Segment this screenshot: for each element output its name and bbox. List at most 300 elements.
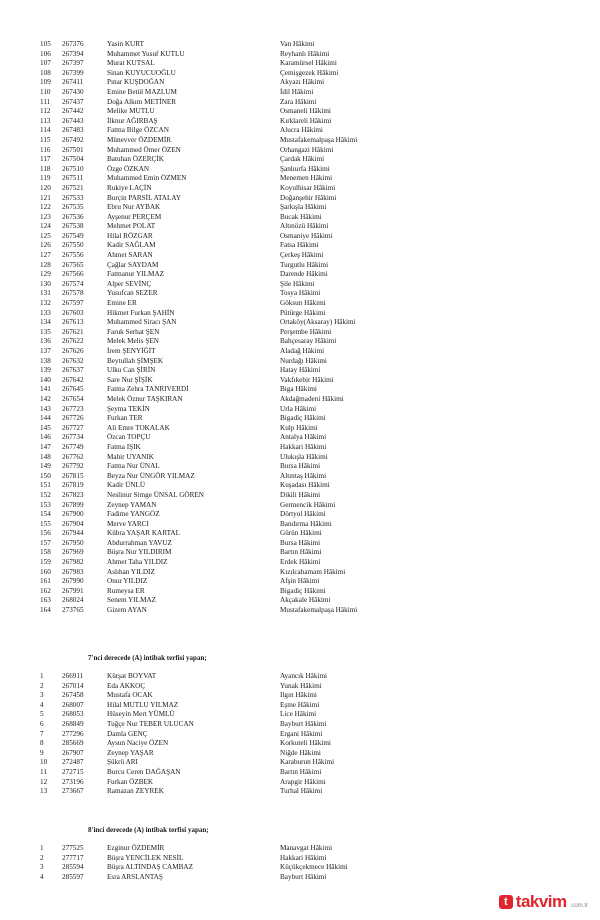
table-row bbox=[0, 405, 600, 415]
judge-name: Ahmet Taha YILDIZ bbox=[107, 558, 168, 567]
row-number: 158 bbox=[40, 548, 51, 557]
court-assignment: Darende Hâkimi bbox=[280, 270, 328, 279]
table-row bbox=[0, 385, 600, 395]
judge-name: Senem YILMAZ bbox=[107, 596, 157, 605]
table-row bbox=[0, 768, 600, 778]
table-row bbox=[0, 672, 600, 682]
row-number: 1 bbox=[40, 844, 44, 852]
court-assignment: Kuşadası Hâkimi bbox=[280, 481, 330, 490]
court-assignment: Koyulhisar Hâkimi bbox=[280, 183, 336, 192]
row-number: 2 bbox=[40, 681, 44, 690]
row-number: 141 bbox=[40, 385, 51, 394]
court-assignment: Çardak Hâkimi bbox=[280, 155, 325, 164]
row-number: 109 bbox=[40, 78, 51, 87]
registry-number: 272487 bbox=[62, 758, 84, 767]
row-number: 144 bbox=[40, 414, 51, 423]
registry-number: 267565 bbox=[62, 260, 84, 269]
court-assignment: Reyhanlı Hâkimi bbox=[280, 49, 330, 58]
row-number: 113 bbox=[40, 116, 51, 125]
court-assignment: Niğde Hâkimi bbox=[280, 748, 321, 757]
judge-name: Muhammed Ömer ÖZEN bbox=[107, 145, 181, 154]
table-row bbox=[0, 270, 600, 280]
row-number: 125 bbox=[40, 231, 51, 240]
table-row bbox=[0, 261, 600, 271]
judge-name: Özge ÖZKAN bbox=[107, 164, 150, 173]
table-row bbox=[0, 337, 600, 347]
table-row bbox=[0, 117, 600, 127]
registry-number: 267504 bbox=[62, 155, 84, 164]
court-assignment: Bucak Hâkimi bbox=[280, 212, 322, 221]
table-row bbox=[0, 50, 600, 60]
row-number: 9 bbox=[40, 748, 44, 757]
row-number: 110 bbox=[40, 87, 51, 96]
table-row bbox=[0, 758, 600, 768]
court-assignment: Bayburt Hâkimi bbox=[280, 872, 327, 881]
judge-name: Şeyma TEKİN bbox=[107, 404, 150, 413]
registry-number: 267430 bbox=[62, 87, 84, 96]
judge-name: Furkan TER bbox=[107, 414, 143, 423]
court-assignment: Bayburt Hâkimi bbox=[280, 719, 327, 728]
row-number: 140 bbox=[40, 375, 51, 384]
court-assignment: Hakkari Hâkimi bbox=[280, 853, 327, 862]
judge-name: Melek Öznur TAŞKIRAN bbox=[107, 394, 183, 403]
row-number: 137 bbox=[40, 347, 51, 355]
registry-number: 267645 bbox=[62, 385, 84, 394]
row-number: 108 bbox=[40, 68, 51, 77]
registry-number: 285597 bbox=[62, 872, 84, 881]
table-row bbox=[0, 299, 600, 309]
row-number: 159 bbox=[40, 558, 51, 567]
court-assignment: Küçükçekmece Hâkimi bbox=[280, 863, 348, 872]
judge-name: Melek Melis ŞEN bbox=[107, 337, 159, 346]
judge-name: Fatma Zehra TANRIVERDİ bbox=[107, 385, 189, 394]
table-row bbox=[0, 539, 600, 549]
court-assignment: Afşin Hâkimi bbox=[280, 577, 320, 586]
table-row bbox=[0, 778, 600, 788]
registry-number: 267535 bbox=[62, 203, 84, 212]
court-assignment: Doğanşehir Hâkimi bbox=[280, 193, 337, 202]
row-number: 119 bbox=[40, 174, 51, 183]
judge-name: Merve YARCI bbox=[107, 519, 149, 528]
court-assignment: Erdek Hâkimi bbox=[280, 558, 321, 567]
judge-name: Beytullah ŞİMŞEK bbox=[107, 356, 164, 365]
table-row bbox=[0, 347, 600, 357]
registry-number: 268007 bbox=[62, 700, 84, 709]
judge-name: Münevver ÖZDEMİR bbox=[107, 135, 172, 144]
judge-name: Hüseyin Mert YÜMLÜ bbox=[107, 710, 175, 719]
table-row bbox=[0, 577, 600, 587]
judge-name: Esra ARSLANTAŞ bbox=[107, 872, 163, 881]
registry-number: 267437 bbox=[62, 97, 84, 106]
row-number: 128 bbox=[40, 260, 51, 269]
table-row bbox=[0, 587, 600, 597]
registry-number: 267549 bbox=[62, 231, 84, 240]
row-number: 152 bbox=[40, 490, 51, 499]
table-row bbox=[0, 568, 600, 578]
court-assignment: Çerkeş Hâkimi bbox=[280, 251, 324, 260]
court-assignment: Altınözü Hâkimi bbox=[280, 222, 329, 231]
row-number: 111 bbox=[40, 97, 51, 106]
court-assignment: Şanlıurfa Hâkimi bbox=[280, 164, 330, 173]
row-number: 123 bbox=[40, 212, 51, 221]
registry-number: 267642 bbox=[62, 375, 84, 384]
registry-number: 267991 bbox=[62, 586, 84, 595]
judge-name: Pınar KUŞDOĞAN bbox=[107, 78, 165, 87]
judge-name: Kübra YAŞAR KARTAL bbox=[107, 529, 180, 538]
registry-number: 267900 bbox=[62, 510, 84, 519]
registry-number: 267556 bbox=[62, 251, 84, 260]
court-assignment: Ergani Hâkimi bbox=[280, 729, 323, 738]
table-row bbox=[0, 78, 600, 88]
row-number: 3 bbox=[40, 863, 44, 872]
table-row bbox=[0, 376, 600, 386]
court-assignment: Kulp Hâkimi bbox=[280, 423, 318, 432]
court-assignment: Perşembe Hâkimi bbox=[280, 327, 332, 336]
judge-name: Fadime YANGÖZ bbox=[107, 510, 160, 519]
registry-number: 267792 bbox=[62, 462, 84, 471]
registry-number: 267899 bbox=[62, 500, 84, 509]
row-number: 106 bbox=[40, 49, 51, 58]
judge-name: Murat KUTSAL bbox=[107, 59, 155, 68]
judge-name: Büşra ALTINDAŞ CAMBAZ bbox=[107, 863, 193, 872]
registry-number: 273667 bbox=[62, 787, 84, 796]
court-assignment: Tosya Hâkimi bbox=[280, 289, 321, 298]
row-number: 131 bbox=[40, 289, 51, 298]
judge-name: İrem ŞENYİĞİT bbox=[107, 347, 156, 355]
judge-name: Burcu Ceren DAĞAŞAN bbox=[107, 767, 181, 776]
row-number: 162 bbox=[40, 586, 51, 595]
registry-number: 267411 bbox=[62, 78, 84, 87]
registry-number: 267397 bbox=[62, 59, 84, 68]
row-number: 148 bbox=[40, 452, 51, 461]
row-number: 130 bbox=[40, 279, 51, 288]
table-row bbox=[0, 165, 600, 175]
court-assignment: Mustafakemalpaşa Hâkimi bbox=[280, 135, 358, 144]
judge-name: Alper SEVİNÇ bbox=[107, 279, 152, 288]
registry-number: 268053 bbox=[62, 710, 84, 719]
judge-name: Büşra Nur YILDIRIM bbox=[107, 548, 172, 557]
court-assignment: Yunak Hâkimi bbox=[280, 681, 322, 690]
judge-name: Fatma IŞIK bbox=[107, 442, 141, 451]
row-number: 10 bbox=[40, 758, 48, 767]
court-assignment: Akyazı Hâkimi bbox=[280, 78, 325, 87]
table-row bbox=[0, 40, 600, 50]
court-assignment: Turgutlu Hâkimi bbox=[280, 260, 329, 269]
court-assignment: Aladağ Hâkimi bbox=[280, 347, 325, 355]
judge-name: Mustafa OCAK bbox=[107, 691, 153, 700]
registry-number: 267566 bbox=[62, 270, 84, 279]
court-assignment: Kırklareli Hâkimi bbox=[280, 116, 332, 125]
judge-name: Melike MUTLU bbox=[107, 107, 155, 116]
court-assignment: Bahçesaray Hâkimi bbox=[280, 337, 337, 346]
registry-number: 285669 bbox=[62, 739, 84, 748]
table-row bbox=[0, 88, 600, 98]
registry-number: 267536 bbox=[62, 212, 84, 221]
registry-number: 273765 bbox=[62, 606, 84, 615]
row-number: 126 bbox=[40, 241, 51, 250]
row-number: 4 bbox=[40, 700, 44, 709]
judge-name: Fatma Nur ÜNAL bbox=[107, 462, 160, 471]
judge-name: Muhammed Emin ÖZMEN bbox=[107, 174, 187, 183]
registry-number: 267907 bbox=[62, 748, 84, 757]
judge-name: Fatma Bilge ÖZCAN bbox=[107, 126, 169, 135]
row-number: 8 bbox=[40, 739, 44, 748]
registry-number: 267442 bbox=[62, 107, 84, 116]
registry-number: 267492 bbox=[62, 135, 84, 144]
judge-name: Hikmet Furkan ŞAHİN bbox=[107, 308, 175, 317]
section-title-8th-degree: 8'inci derecede (A) intibak terfisi yapan; bbox=[88, 826, 209, 834]
takvim-domain-text: .com.tr bbox=[569, 903, 588, 909]
judge-name: Sinan KUYUCUOĞLU bbox=[107, 68, 176, 77]
registry-number: 267574 bbox=[62, 279, 84, 288]
takvim-watermark bbox=[499, 892, 588, 912]
court-assignment: Menemen Hâkimi bbox=[280, 174, 333, 183]
court-assignment: Göksun Hâkimi bbox=[280, 299, 326, 308]
registry-number: 267458 bbox=[62, 691, 84, 700]
court-assignment: Van Hâkimi bbox=[280, 40, 315, 48]
table-row bbox=[0, 710, 600, 720]
table-row bbox=[0, 107, 600, 117]
registry-number: 267950 bbox=[62, 538, 84, 547]
row-number: 116 bbox=[40, 145, 51, 154]
row-number: 124 bbox=[40, 222, 51, 231]
table-row bbox=[0, 222, 600, 232]
judge-name: Mahir UYANIK bbox=[107, 452, 154, 461]
court-assignment: Antalya Hâkimi bbox=[280, 433, 327, 442]
table-row bbox=[0, 520, 600, 530]
registry-number: 277717 bbox=[62, 853, 84, 862]
registry-number: 267749 bbox=[62, 442, 84, 451]
row-number: 127 bbox=[40, 251, 51, 260]
registry-number: 267823 bbox=[62, 490, 84, 499]
court-assignment: Mustafakemalpaşa Hâkimi bbox=[280, 606, 358, 615]
judge-name: Zeynep YAŞAR bbox=[107, 748, 154, 757]
court-assignment: Alucra Hâkimi bbox=[280, 126, 323, 135]
judge-name: Burçin PARSİL ATALAY bbox=[107, 193, 182, 202]
court-assignment: Urla Hâkimi bbox=[280, 404, 317, 413]
court-assignment: Hatay Hâkimi bbox=[280, 366, 321, 375]
registry-number: 267399 bbox=[62, 68, 84, 77]
row-number: 6 bbox=[40, 719, 44, 728]
table-row bbox=[0, 280, 600, 290]
table-row bbox=[0, 289, 600, 299]
judge-name: Kadir SAĞLAM bbox=[107, 241, 156, 250]
court-assignment: Ulukışla Hâkimi bbox=[280, 452, 328, 461]
registry-number: 267637 bbox=[62, 366, 84, 375]
judge-name: Ezginur ÖZDEMİR bbox=[107, 844, 165, 852]
court-assignment: Bursa Hâkimi bbox=[280, 538, 321, 547]
appointment-list-7th-degree bbox=[0, 672, 600, 797]
registry-number: 277525 bbox=[62, 844, 84, 852]
row-number: 156 bbox=[40, 529, 51, 538]
table-row bbox=[0, 232, 600, 242]
table-row bbox=[0, 854, 600, 864]
court-assignment: Çemişgezek Hâkimi bbox=[280, 68, 339, 77]
row-number: 2 bbox=[40, 853, 44, 862]
table-row bbox=[0, 548, 600, 558]
court-assignment: Kızılcahamam Hâkimi bbox=[280, 567, 346, 576]
judge-name: Rumeysa ER bbox=[107, 586, 145, 595]
table-row bbox=[0, 136, 600, 146]
row-number: 114 bbox=[40, 126, 51, 135]
row-number: 115 bbox=[40, 135, 51, 144]
row-number: 149 bbox=[40, 462, 51, 471]
judge-name: Aysun Naciye ÖZEN bbox=[107, 739, 169, 748]
table-row bbox=[0, 510, 600, 520]
judge-name: Fatmanur YILMAZ bbox=[107, 270, 165, 279]
table-row bbox=[0, 203, 600, 213]
appointment-list-8th-degree bbox=[0, 844, 600, 882]
court-assignment: Bigadiç Hâkimi bbox=[280, 586, 326, 595]
court-assignment: Eşme Hâkimi bbox=[280, 700, 320, 709]
judge-name: Ahmet SARAN bbox=[107, 251, 153, 260]
judge-name: Emine ER bbox=[107, 299, 137, 308]
judge-name: Özcan TOPÇU bbox=[107, 433, 151, 442]
row-number: 13 bbox=[40, 787, 48, 796]
registry-number: 268024 bbox=[62, 596, 84, 605]
registry-number: 273196 bbox=[62, 777, 84, 786]
table-row bbox=[0, 739, 600, 749]
court-assignment: Nurdağı Hâkimi bbox=[280, 356, 327, 365]
registry-number: 267613 bbox=[62, 318, 84, 327]
judge-name: Abdurrahman YAVUZ bbox=[107, 538, 172, 547]
table-row bbox=[0, 787, 600, 797]
judge-name: Damla GENÇ bbox=[107, 729, 148, 738]
court-assignment: Zara Hâkimi bbox=[280, 97, 317, 106]
judge-name: Ulku Can ŞİRİN bbox=[107, 366, 156, 375]
court-assignment: Arapgir Hâkimi bbox=[280, 777, 326, 786]
row-number: 121 bbox=[40, 193, 51, 202]
court-assignment: Pütürge Hâkimi bbox=[280, 308, 326, 317]
takvim-brand-text: takvim bbox=[515, 892, 567, 911]
row-number: 160 bbox=[40, 567, 51, 576]
judge-name: Mehmet POLAT bbox=[107, 222, 156, 231]
judge-name: Sare Nur ŞİŞİK bbox=[107, 375, 153, 384]
court-assignment: Manavgat Hâkimi bbox=[280, 844, 333, 852]
judge-name: Doğa Alkım METİNER bbox=[107, 97, 177, 106]
table-row bbox=[0, 194, 600, 204]
registry-number: 267969 bbox=[62, 548, 84, 557]
table-row bbox=[0, 251, 600, 261]
registry-number: 267983 bbox=[62, 567, 84, 576]
registry-number: 267483 bbox=[62, 126, 84, 135]
table-row bbox=[0, 184, 600, 194]
row-number: 1 bbox=[40, 672, 44, 680]
judge-name: Ramazan ZEYREK bbox=[107, 787, 164, 796]
table-row bbox=[0, 69, 600, 79]
court-assignment: Hakkari Hâkimi bbox=[280, 442, 327, 451]
row-number: 12 bbox=[40, 777, 48, 786]
judge-name: Ali Emre TOKALAK bbox=[107, 423, 170, 432]
row-number: 133 bbox=[40, 308, 51, 317]
court-assignment: Bartın Hâkimi bbox=[280, 548, 322, 557]
registry-number: 267510 bbox=[62, 164, 84, 173]
registry-number: 285594 bbox=[62, 863, 84, 872]
row-number: 117 bbox=[40, 155, 51, 164]
registry-number: 272715 bbox=[62, 767, 84, 776]
row-number: 122 bbox=[40, 203, 51, 212]
judge-name: Şükrü ARI bbox=[107, 758, 138, 767]
judge-name: Gizem AYAN bbox=[107, 606, 147, 615]
table-row bbox=[0, 366, 600, 376]
court-assignment: Altıntaş Hâkimi bbox=[280, 471, 327, 480]
row-number: 139 bbox=[40, 366, 51, 375]
judge-name: Kadir ÜNLÜ bbox=[107, 481, 146, 490]
row-number: 4 bbox=[40, 872, 44, 881]
table-row bbox=[0, 873, 600, 883]
court-assignment: Şarkışla Hâkimi bbox=[280, 203, 327, 212]
court-assignment: Turhal Hâkimi bbox=[280, 787, 323, 796]
registry-number: 267014 bbox=[62, 681, 84, 690]
appointment-list-main bbox=[0, 40, 600, 616]
row-number: 157 bbox=[40, 538, 51, 547]
table-row bbox=[0, 529, 600, 539]
row-number: 145 bbox=[40, 423, 51, 432]
table-row bbox=[0, 863, 600, 873]
table-row bbox=[0, 98, 600, 108]
table-row bbox=[0, 730, 600, 740]
judge-name: Büşra YENCİLEK NESİL bbox=[107, 853, 184, 862]
row-number: 118 bbox=[40, 164, 51, 173]
registry-number: 267622 bbox=[62, 337, 84, 346]
registry-number: 267944 bbox=[62, 529, 84, 538]
row-number: 142 bbox=[40, 394, 51, 403]
judge-name: Onur YILDIZ bbox=[107, 577, 148, 586]
row-number: 150 bbox=[40, 471, 51, 480]
judge-name: Neslinur Simge ÜNSAL GÖREN bbox=[107, 490, 204, 499]
court-assignment: Osmaneli Hâkimi bbox=[280, 107, 331, 116]
registry-number: 267723 bbox=[62, 404, 84, 413]
judge-name: Yusufcan SEZER bbox=[107, 289, 158, 298]
table-row bbox=[0, 472, 600, 482]
court-assignment: Ilgın Hâkimi bbox=[280, 691, 317, 700]
table-row bbox=[0, 318, 600, 328]
judge-name: Hilal MUTLU YILMAZ bbox=[107, 700, 179, 709]
table-row bbox=[0, 844, 600, 854]
table-row bbox=[0, 691, 600, 701]
court-assignment: Orhangazi Hâkimi bbox=[280, 145, 334, 154]
takvim-logo-icon: t bbox=[499, 895, 513, 909]
registry-number: 266911 bbox=[62, 672, 84, 680]
row-number: 146 bbox=[40, 433, 51, 442]
registry-number: 267443 bbox=[62, 116, 84, 125]
table-row bbox=[0, 357, 600, 367]
table-row bbox=[0, 155, 600, 165]
court-assignment: Fatsa Hâkimi bbox=[280, 241, 319, 250]
court-assignment: İdil Hâkimi bbox=[280, 87, 314, 96]
registry-number: 267521 bbox=[62, 183, 84, 192]
row-number: 138 bbox=[40, 356, 51, 365]
registry-number: 267819 bbox=[62, 481, 84, 490]
judge-name: Hilal RÖZGAR bbox=[107, 231, 153, 240]
court-assignment: Ayancık Hâkimi bbox=[280, 672, 328, 680]
registry-number: 267394 bbox=[62, 49, 84, 58]
table-row bbox=[0, 596, 600, 606]
row-number: 132 bbox=[40, 299, 51, 308]
registry-number: 267632 bbox=[62, 356, 84, 365]
registry-number: 267578 bbox=[62, 289, 84, 298]
registry-number: 267621 bbox=[62, 327, 84, 336]
table-row bbox=[0, 491, 600, 501]
table-row bbox=[0, 433, 600, 443]
judge-name: Kürşat BOYVAT bbox=[107, 672, 157, 680]
row-number: 112 bbox=[40, 107, 51, 116]
registry-number: 267533 bbox=[62, 193, 84, 202]
court-assignment: Gürün Hâkimi bbox=[280, 529, 322, 538]
judge-name: Ayşenur PERÇEM bbox=[107, 212, 162, 221]
table-row bbox=[0, 174, 600, 184]
court-assignment: Akdağmadeni Hâkimi bbox=[280, 394, 344, 403]
